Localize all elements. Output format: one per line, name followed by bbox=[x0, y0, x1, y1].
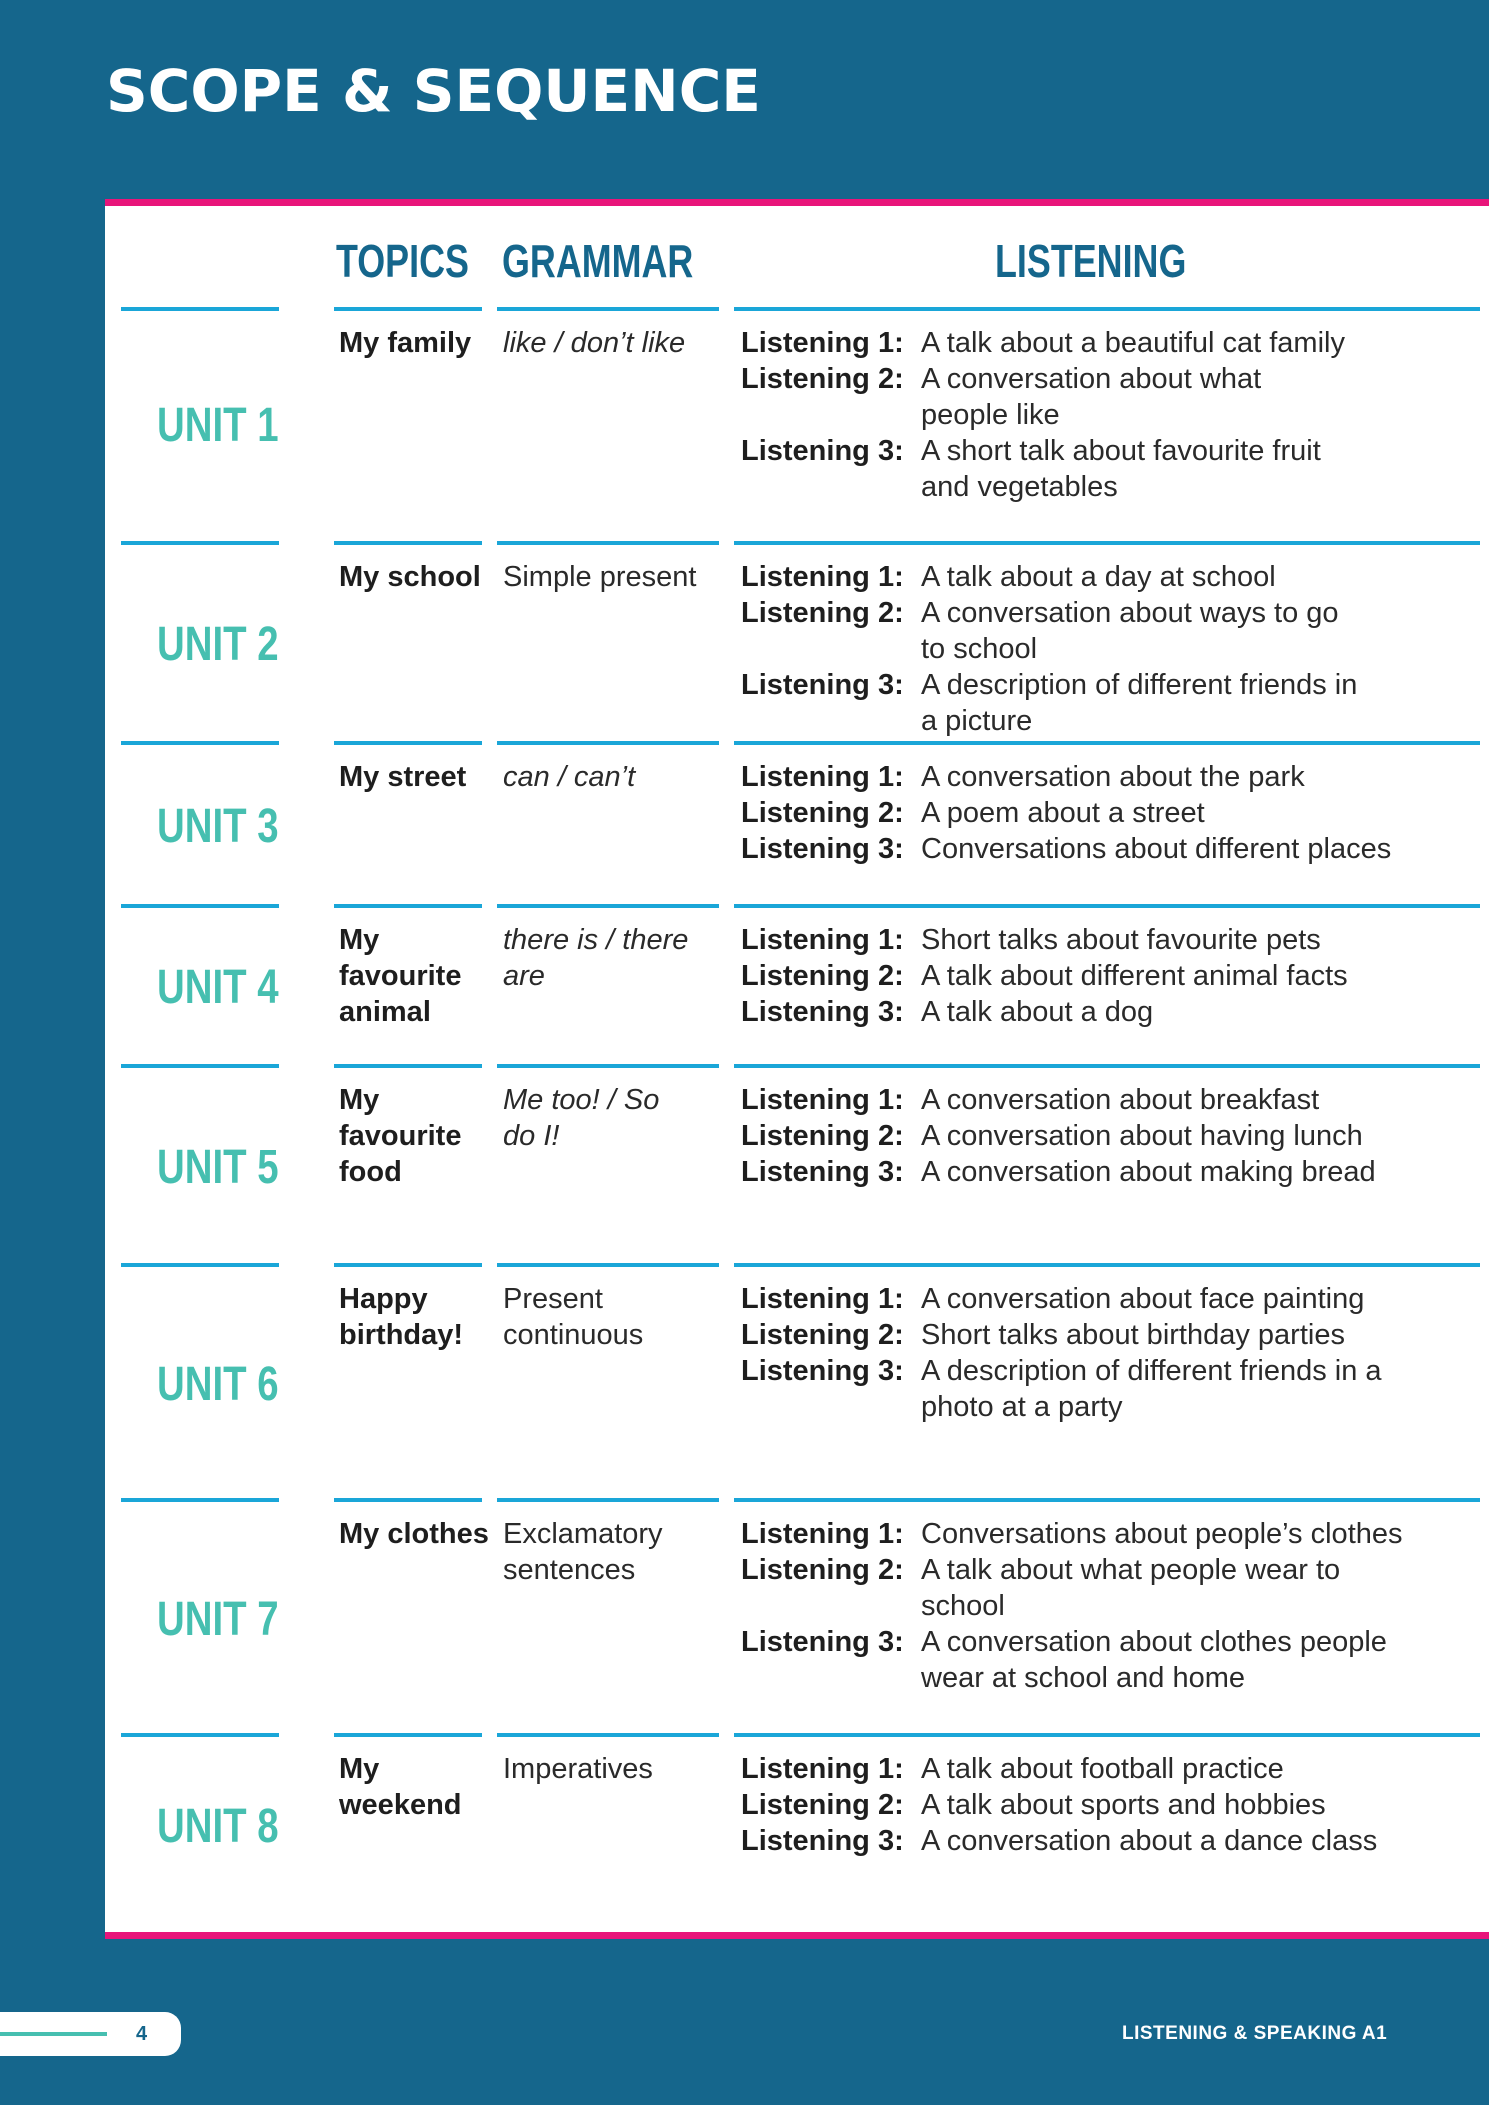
listening-item bbox=[741, 433, 1481, 505]
listening-cell bbox=[741, 1082, 1481, 1190]
listening-label: Listening 2: bbox=[741, 1789, 904, 1821]
unit-label: UNIT 3 bbox=[157, 800, 279, 853]
header-topics: TOPICS bbox=[336, 235, 469, 287]
listening-desc: A conversation about what people like bbox=[921, 363, 1262, 431]
divider-rule bbox=[121, 1064, 279, 1068]
listening-desc: A talk about football practice bbox=[921, 1753, 1284, 1785]
listening-cell bbox=[741, 325, 1481, 505]
divider-rule bbox=[497, 904, 719, 908]
topic-cell: My family bbox=[339, 327, 472, 359]
listening-label: Listening 3: bbox=[741, 1156, 904, 1188]
listening-label: Listening 2: bbox=[741, 1319, 904, 1351]
listening-label: Listening 1: bbox=[741, 1753, 904, 1785]
listening-desc: A conversation about clothes people wear at school and home bbox=[921, 1626, 1387, 1694]
divider-rule bbox=[334, 1733, 482, 1737]
divider-rule bbox=[121, 541, 279, 545]
divider-rule bbox=[121, 1498, 279, 1502]
listening-item bbox=[741, 1624, 1481, 1696]
listening-label: Listening 1: bbox=[741, 1283, 904, 1315]
divider-rule bbox=[334, 904, 482, 908]
listening-label: Listening 2: bbox=[741, 797, 904, 829]
listening-label: Listening 3: bbox=[741, 996, 904, 1028]
unit-row bbox=[105, 309, 1489, 543]
unit-row bbox=[105, 1500, 1489, 1735]
scope-sequence-table bbox=[105, 199, 1489, 1939]
divider-rule bbox=[334, 1263, 482, 1267]
divider-rule bbox=[497, 541, 719, 545]
listening-desc: A conversation about face painting bbox=[921, 1283, 1365, 1315]
topic-cell: My favourite food bbox=[339, 1084, 462, 1188]
divider-rule bbox=[734, 541, 1480, 545]
divider-rule bbox=[734, 307, 1480, 311]
unit-label: UNIT 6 bbox=[157, 1358, 279, 1411]
listening-item bbox=[741, 1281, 1481, 1317]
page-number-tab bbox=[0, 2012, 181, 2056]
divider-rule bbox=[334, 307, 482, 311]
decorative-line bbox=[0, 2032, 107, 2036]
listening-cell bbox=[741, 1516, 1481, 1696]
listening-label: Listening 2: bbox=[741, 1554, 904, 1586]
listening-desc: Conversations about people’s clothes bbox=[921, 1518, 1403, 1550]
listening-desc: A talk about a dog bbox=[921, 996, 1154, 1028]
listening-item bbox=[741, 795, 1481, 831]
listening-desc: A conversation about making bread bbox=[921, 1156, 1376, 1188]
divider-rule bbox=[497, 1498, 719, 1502]
listening-cell bbox=[741, 1751, 1481, 1859]
topic-cell: My clothes bbox=[339, 1518, 489, 1550]
divider-rule bbox=[121, 307, 279, 311]
listening-cell bbox=[741, 1281, 1481, 1425]
listening-item bbox=[741, 361, 1481, 433]
listening-item bbox=[741, 1787, 1481, 1823]
unit-row bbox=[105, 1066, 1489, 1265]
divider-rule bbox=[734, 1064, 1480, 1068]
header-listening: LISTENING bbox=[995, 235, 1187, 287]
listening-desc: A talk about different animal facts bbox=[921, 960, 1348, 992]
listening-desc: Conversations about different places bbox=[921, 833, 1392, 865]
topic-cell: My school bbox=[339, 561, 481, 593]
listening-desc: A conversation about breakfast bbox=[921, 1084, 1320, 1116]
listening-cell bbox=[741, 559, 1481, 739]
listening-item bbox=[741, 1751, 1481, 1787]
listening-item bbox=[741, 958, 1481, 994]
grammar-cell: Present continuous bbox=[503, 1283, 644, 1351]
unit-label: UNIT 1 bbox=[157, 399, 279, 452]
listening-label: Listening 1: bbox=[741, 761, 904, 793]
unit-label: UNIT 2 bbox=[157, 618, 279, 671]
listening-desc: A talk about a beautiful cat family bbox=[921, 327, 1345, 359]
grammar-cell: like / don’t like bbox=[503, 327, 686, 359]
unit-label: UNIT 7 bbox=[157, 1593, 279, 1646]
grammar-cell: can / can’t bbox=[503, 761, 636, 793]
listening-label: Listening 3: bbox=[741, 669, 904, 701]
listening-desc: A talk about what people wear to school bbox=[921, 1554, 1341, 1622]
listening-item bbox=[741, 831, 1481, 867]
divider-rule bbox=[334, 1498, 482, 1502]
listening-label: Listening 3: bbox=[741, 1355, 904, 1387]
grammar-cell: Me too! / So do I! bbox=[503, 1084, 660, 1152]
grammar-cell: there is / there are bbox=[503, 924, 689, 992]
listening-label: Listening 3: bbox=[741, 833, 904, 865]
unit-label: UNIT 5 bbox=[157, 1141, 279, 1194]
divider-rule bbox=[734, 1263, 1480, 1267]
listening-item bbox=[741, 595, 1481, 667]
topic-cell: My street bbox=[339, 761, 467, 793]
listening-label: Listening 2: bbox=[741, 1120, 904, 1152]
unit-label: UNIT 4 bbox=[157, 961, 279, 1014]
unit-row bbox=[105, 543, 1489, 743]
divider-rule bbox=[121, 741, 279, 745]
listening-label: Listening 1: bbox=[741, 924, 904, 956]
listening-item bbox=[741, 1154, 1481, 1190]
listening-label: Listening 1: bbox=[741, 327, 904, 359]
listening-item bbox=[741, 559, 1481, 595]
listening-item bbox=[741, 667, 1481, 739]
divider-rule bbox=[121, 1733, 279, 1737]
listening-label: Listening 1: bbox=[741, 1084, 904, 1116]
divider-rule bbox=[334, 741, 482, 745]
grammar-cell: Imperatives bbox=[503, 1753, 653, 1785]
listening-desc: A conversation about ways to go to school bbox=[921, 597, 1339, 665]
divider-rule bbox=[497, 1263, 719, 1267]
header-grammar: GRAMMAR bbox=[502, 235, 694, 287]
listening-label: Listening 1: bbox=[741, 561, 904, 593]
listening-item bbox=[741, 1118, 1481, 1154]
listening-desc: A conversation about a dance class bbox=[921, 1825, 1378, 1857]
listening-item bbox=[741, 994, 1481, 1030]
unit-row bbox=[105, 1265, 1489, 1500]
listening-desc: A poem about a street bbox=[921, 797, 1205, 829]
topic-cell: Happy birthday! bbox=[339, 1283, 464, 1351]
topic-cell: My weekend bbox=[339, 1753, 462, 1821]
listening-cell bbox=[741, 759, 1481, 867]
listening-label: Listening 3: bbox=[741, 435, 904, 467]
unit-row bbox=[105, 906, 1489, 1066]
divider-rule bbox=[121, 904, 279, 908]
divider-rule bbox=[334, 1064, 482, 1068]
listening-item bbox=[741, 1552, 1481, 1624]
listening-item bbox=[741, 1823, 1481, 1859]
listening-desc: Short talks about favourite pets bbox=[921, 924, 1321, 956]
divider-rule bbox=[121, 1263, 279, 1267]
divider-rule bbox=[497, 741, 719, 745]
grammar-cell: Simple present bbox=[503, 561, 697, 593]
listening-label: Listening 1: bbox=[741, 1518, 904, 1550]
listening-label: Listening 2: bbox=[741, 960, 904, 992]
listening-desc: A talk about sports and hobbies bbox=[921, 1789, 1326, 1821]
listening-item bbox=[741, 1516, 1481, 1552]
page-title: SCOPE & SEQUENCE bbox=[106, 57, 761, 125]
grammar-cell: Exclamatory sentences bbox=[503, 1518, 663, 1586]
listening-label: Listening 2: bbox=[741, 363, 904, 395]
listening-item bbox=[741, 922, 1481, 958]
listening-desc: A conversation about having lunch bbox=[921, 1120, 1363, 1152]
listening-item bbox=[741, 1353, 1481, 1425]
listening-desc: A description of different friends in a picture bbox=[921, 669, 1358, 737]
listening-cell bbox=[741, 922, 1481, 1030]
listening-item bbox=[741, 759, 1481, 795]
divider-rule bbox=[497, 307, 719, 311]
listening-item bbox=[741, 1317, 1481, 1353]
divider-rule bbox=[497, 1733, 719, 1737]
unit-row bbox=[105, 1735, 1489, 1932]
divider-rule bbox=[734, 741, 1480, 745]
divider-rule bbox=[334, 541, 482, 545]
listening-label: Listening 3: bbox=[741, 1626, 904, 1658]
unit-row bbox=[105, 743, 1489, 906]
divider-rule bbox=[734, 904, 1480, 908]
divider-rule bbox=[734, 1498, 1480, 1502]
listening-desc: A description of different friends in a photo at a party bbox=[921, 1355, 1382, 1423]
listening-label: Listening 2: bbox=[741, 597, 904, 629]
unit-label: UNIT 8 bbox=[157, 1800, 279, 1853]
page-number: 4 bbox=[136, 2023, 148, 2045]
book-title: LISTENING & SPEAKING A1 bbox=[1122, 2023, 1388, 2044]
listening-item bbox=[741, 325, 1481, 361]
divider-rule bbox=[497, 1064, 719, 1068]
listening-item bbox=[741, 1082, 1481, 1118]
listening-label: Listening 3: bbox=[741, 1825, 904, 1857]
divider-rule bbox=[734, 1733, 1480, 1737]
listening-desc: A talk about a day at school bbox=[921, 561, 1276, 593]
topic-cell: My favourite animal bbox=[339, 924, 462, 1028]
listening-desc: A short talk about favourite fruit and vegetables bbox=[921, 435, 1321, 503]
listening-desc: A conversation about the park bbox=[921, 761, 1305, 793]
listening-desc: Short talks about birthday parties bbox=[921, 1319, 1345, 1351]
